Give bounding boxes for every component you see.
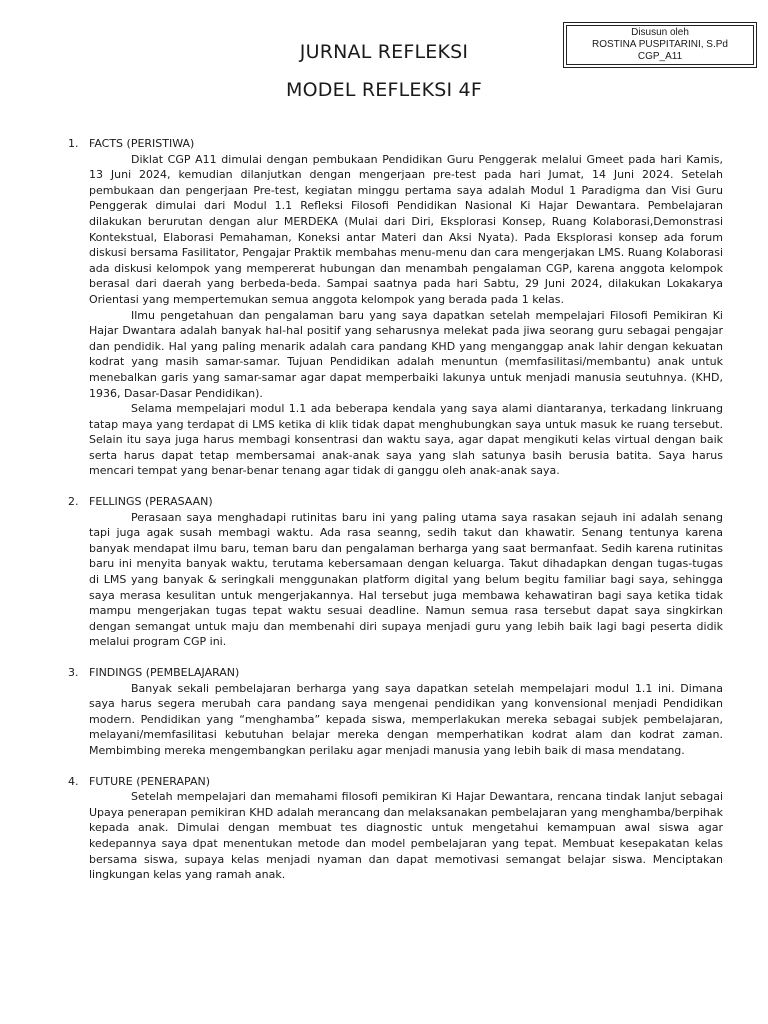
section-title: FINDINGS (PEMBELAJARAN): [89, 666, 240, 679]
section-future: [68, 774, 723, 883]
paragraph: Diklat CGP A11 dimulai dengan pembukaan Pendidikan Guru Penggerak melalui Gmeet pada hari Kamis, 13 Juni 2024, kemudian dilanjutkan dengan mengerjaan pre-test pada hari Jumat, 14 Juni 2024. Setelah pembukaan dan pengerjaan Pre-test, kegiatan minggu pertama saya adalah Modul 1 Paradigma dan Visi Guru Penggerak dimulai dari Modul 1.1 Refleksi Filosofi Pendidikan Nasional Ki Hajar Dewantara. Pembelajaran dilakukan berurutan dengan alur MERDEKA (Mulai dari Diri, Eksplorasi Konsep, Ruang Kolaborasi,Demonstrasi Kontekstual, Elaborasi Pemahaman, Koneksi antar Materi dan Aksi Nyata). Pada Eksplorasi konsep ada forum diskusi bersama Fasilitator, Pengajar Praktik membahas menu-menu dan cara mengerjakan LMS. Ruang Kolaborasi ada diskusi kelompok yang mempererat hubungan dan menambah pengalaman CGP, karena anggota kelompok berasal dari daerah yang berbeda-beda. Sampai saatnya pada hari Sabtu, 29 Juni 2024, dilakukan Lokakarya Orientasi yang mempertemukan semua anggota kelompok yang berada pada 1 kelas.: [89, 152, 723, 306]
section-findings: [68, 665, 723, 759]
section-facts: [68, 136, 723, 479]
section-number: 1.: [68, 137, 79, 150]
paragraph: Banyak sekali pembelajaran berharga yang saya dapatkan setelah mempelajari modul 1.1 ini. Dimana saya harus segera merubah cara pandang saya mengenai pendidikan yang konvensional menjadi Pendidikan modern. Pendidikan yang “menghamba” kepada siswa, memperlakukan mereka sebagai subjek pembelajaran, melayani/memfasilitasi kebutuhan belajar mereka dengan memperhatikan kodrat alam dan kodrat zaman. Membimbing mereka mengembangkan perilaku agar menjadi manusia yang lebih baik di masa mendatang.: [89, 681, 723, 757]
section-title: FELLINGS (PERASAAN): [89, 495, 213, 509]
section-heading: [68, 665, 723, 681]
section-title: FACTS (PERISTIWA): [89, 137, 195, 150]
paragraph: Perasaan saya menghadapi rutinitas baru ini yang paling utama saya rasakan sejauh ini adalah senang tapi juga agak susah membagi waktu. Ada rasa seanng, sedih takut dan khawatir. Senang tentunya karena banyak mendapat ilmu baru, teman baru dan pengalaman berharga yang saat bermanfaat. Sedih karena rutinitas baru ini menyita banyak waktu, terutama kebersamaan dengan keluarga. Takut dihadapkan dengan tugas-tugas di LMS yang banyak & seringkali menggunakan platform digital yang belum begitu familiar bagi saya, sehingga saya merasa kesulitan untuk mengerjakannya. Hal tersebut juga membawa kehawatiran bagi saya ketika tidak mampu mengerjakan tugas tepat waktu sesuai deadline. Namun semua rasa tersebut dapat saya singkirkan dengan semangat untuk maju dan membenahi diri supaya menjadi guru yang lebih baik lagi bagi peserta didik melalui program CGP ini.: [89, 510, 723, 649]
document-title: JURNAL REFLEKSI: [299, 41, 469, 63]
document-body: [68, 136, 723, 898]
section-heading: [68, 494, 723, 510]
section-number: 4.: [68, 774, 79, 788]
author-group: CGP_A11: [637, 51, 683, 62]
section-feelings: [68, 494, 723, 650]
paragraph: Setelah mempelajari dan memahami filosofi pemikiran Ki Hajar Dewantara, rencana tindak lanjut sebagai Upaya penerapan pemikiran KHD adalah merancang dan melaksanakan pembelajaran yang menghamba/berpihak kepada anak. Dimulai dengan membuat tes diagnostic untuk mengetahui kemampuan awal siswa agar kedepannya saya dpat menentukan metode dan model pembelajaran yang tepat. Membuat kesepakatan kelas bersama siswa, supaya kelas menjadi nyaman dan dapat memotivasi semangat belajar siswa. Menciptakan lingkungan kelas yang ramah anak.: [89, 790, 723, 882]
section-number: 2.: [68, 495, 79, 509]
document-subtitle: MODEL REFLEKSI 4F: [286, 79, 482, 101]
section-heading: [68, 136, 723, 152]
paragraph: Selama mempelajari modul 1.1 ada beberapa kendala yang saya alami diantaranya, terkadang linkruang tatap maya yang terdapat di LMS ketika di klik tidak dapat menghubungkan saya untuk masuk ke ruang tersebut. Selain itu saya juga harus membagi konsentrasi dan waktu saya, agar dapat mengikuti kelas virtual dengan baik serta harus dapat tetap membersamai anak-anak saya yang slah satunya basih berusia batita. Saya harus mencari tempat yang benar-benar tenang agar tidak di ganggu oleh anak-anak saya.: [89, 402, 723, 478]
author-box-label: Disusun oleh: [631, 27, 689, 38]
author-name: ROSTINA PUSPITARINI, S.Pd: [592, 39, 728, 50]
section-number: 3.: [68, 666, 79, 679]
section-title: FUTURE (PENERAPAN): [89, 774, 210, 788]
paragraph: Ilmu pengetahuan dan pengalaman baru yang saya dapatkan setelah mempelajari Filosofi Pemikiran Ki Hajar Dwantara adalah banyak hal-hal positif yang seharusnya melekat pada jiwa seorang guru sebagai pengajar dan pendidik. Hal yang paling menarik adalah cara pandang KHD yang menganggap anak lahir dengan kekuatan kodrat yang masih samar-samar. Tujuan Pendidikan adalah menuntun (memfasilitasi/membantu) anak untuk menebalkan garis yang samar-samar agar dapat memperbaiki lakunya untuk menjadi manusia seutuhnya. (KHD, 1936, Dasar-Dasar Pendidikan).: [89, 308, 723, 400]
section-heading: [68, 774, 723, 790]
